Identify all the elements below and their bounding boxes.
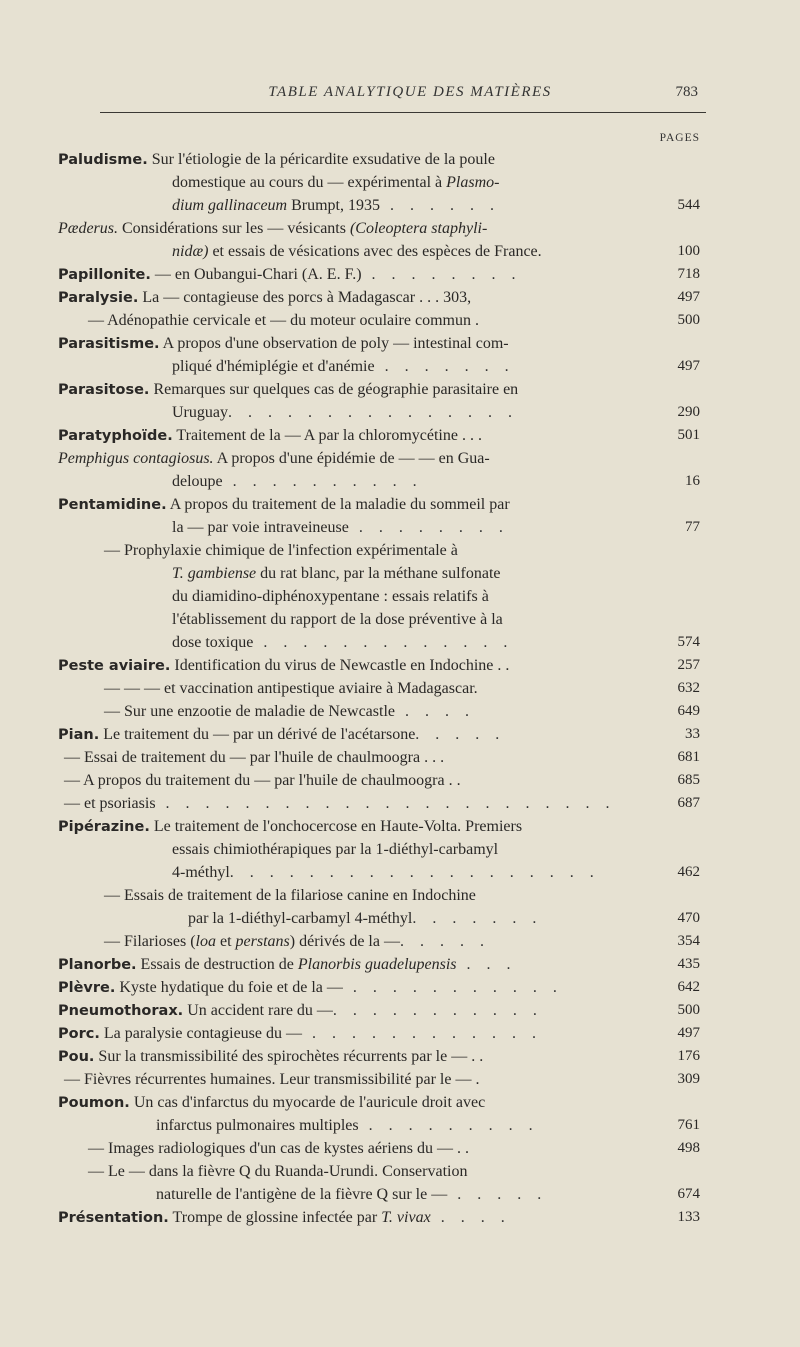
page-reference: 632 <box>677 680 700 696</box>
entry-italic: loa <box>195 933 216 950</box>
entry-italic: nidæ) <box>172 243 209 260</box>
index-line-text <box>104 677 478 700</box>
entry-text: l'établissement du rapport de la dose préventive à la <box>172 611 503 628</box>
index-entry <box>58 447 700 493</box>
index-line-text <box>172 585 489 608</box>
header-rule <box>100 112 706 113</box>
page-reference: 100 <box>677 243 700 259</box>
index-line-text <box>58 1091 485 1115</box>
entry-text: Le traitement du — par un dérivé de l'acétarsone <box>99 726 416 743</box>
entry-text: Un accident rare du — <box>183 1002 333 1019</box>
entry-text: Essais de destruction de <box>136 956 298 973</box>
entry-text: ) dérivés de la — <box>289 933 400 950</box>
index-line <box>58 930 700 953</box>
leader-dots: . . . . . <box>447 1186 548 1203</box>
index-entry <box>58 1206 700 1229</box>
entry-text: — Essai de traitement du — par l'huile de chaulmoogra . . . <box>64 749 445 766</box>
index-line <box>58 976 700 999</box>
entry-italic: Plasmo- <box>446 174 500 191</box>
entry-italic: perstans <box>235 933 290 950</box>
leader-dots: . . . . . . . . . . . . . . . <box>227 404 518 421</box>
entry-text: essais chimiothérapiques par la 1-diéthyl-carbamyl <box>172 841 499 858</box>
index-line <box>58 631 700 654</box>
index-line-text <box>58 148 495 172</box>
page-reference: 674 <box>677 1186 700 1202</box>
entry-text: du diamidino-diphénoxypentane : essais relatifs à <box>172 588 489 605</box>
index-line <box>58 815 700 838</box>
index-line-text <box>58 493 510 517</box>
entry-italic: T. gambiense <box>172 565 257 582</box>
index-line <box>58 171 700 194</box>
index-entry <box>58 263 700 286</box>
leader-dots: . . . . . . . . . . . . . . . . . . . . . . . <box>155 795 616 812</box>
index-line <box>58 723 700 746</box>
page-reference: 687 <box>677 795 700 811</box>
leader-dots: . . . <box>456 956 517 973</box>
entry-italic: Planorbis guadelupensis <box>297 956 457 973</box>
entry-text: par la 1-diéthyl-carbamyl 4-méthyl <box>188 910 413 927</box>
index-line <box>58 470 700 493</box>
entry-text: — Fièvres récurrentes humaines. Leur transmissibilité par le — . <box>64 1071 480 1088</box>
entry-text: du rat blanc, par la méthane sulfonate <box>256 565 501 582</box>
index-line <box>58 1114 700 1137</box>
entry-text: domestique au cours du — expérimental à <box>172 174 447 191</box>
page-reference: 649 <box>677 703 700 719</box>
leader-dots: . . . . . . . . . . . <box>332 1002 543 1019</box>
index-line-text <box>172 516 509 539</box>
leader-dots: . . . . . . . . . . . . . <box>253 634 514 651</box>
index-line-text <box>58 1206 511 1230</box>
entry-keyword: Pian. <box>58 727 100 743</box>
index-line <box>58 286 700 309</box>
index-line-text <box>58 723 505 747</box>
entry-keyword: Planorbe. <box>58 957 137 973</box>
leader-dots: . . . . <box>430 1209 511 1226</box>
entry-text: et essais de vésications avec des espèces de France. <box>208 243 542 260</box>
index-line <box>58 907 700 930</box>
entry-text: la — par voie intraveineuse <box>172 519 349 536</box>
index-line-text <box>172 171 499 194</box>
leader-dots: . . . . . <box>399 933 490 950</box>
index-line <box>58 424 700 447</box>
index-line <box>58 332 700 355</box>
index-line <box>58 1183 700 1206</box>
index-line <box>58 838 700 861</box>
index-line-text <box>172 861 600 884</box>
index-line-text <box>58 815 522 839</box>
entry-text: — Filarioses ( <box>104 933 196 950</box>
index-line-text <box>64 769 461 792</box>
index-entry <box>58 1045 700 1091</box>
index-line <box>58 654 700 677</box>
entry-text: Traitement de la — A par la chloromycétine . . . <box>172 427 482 444</box>
index-line <box>58 562 700 585</box>
entry-keyword: Papillonite. <box>58 267 151 283</box>
index-line <box>58 1206 700 1229</box>
entry-text: Sur la transmissibilité des spirochètes récurrents par le — . . <box>94 1048 484 1065</box>
index-line-text <box>64 1068 479 1091</box>
page-reference: 544 <box>677 197 700 213</box>
page-reference: 16 <box>685 473 700 489</box>
index-entry <box>58 148 700 217</box>
entry-text: — Essais de traitement de la filariose canine en Indochine <box>104 887 476 904</box>
index-line-text <box>172 401 518 424</box>
leader-dots: . . . . . . . . . . . <box>342 979 563 996</box>
leader-dots: . . . . . . . . . . <box>222 473 423 490</box>
pages-column-label: PAGES <box>659 132 700 144</box>
entry-text: — Le — dans la fièvre Q du Ruanda-Urundi. Conservation <box>88 1163 468 1180</box>
index-line <box>58 1068 700 1091</box>
index-line-text <box>58 953 517 977</box>
index-line-text <box>58 378 518 402</box>
index-line-text <box>104 930 490 953</box>
index-line <box>58 516 700 539</box>
entry-keyword: Paratyphoïde. <box>58 428 173 444</box>
index-line <box>58 585 700 608</box>
page-reference: 681 <box>677 749 700 765</box>
entry-text: A propos d'une épidémie de — — en Gua- <box>213 450 490 467</box>
entry-text: Uruguay <box>172 404 228 421</box>
index-line <box>58 309 700 332</box>
page-reference: 497 <box>677 1025 700 1041</box>
entry-text: A propos du traitement de la maladie du sommeil par <box>166 496 510 513</box>
index-line <box>58 378 700 401</box>
page-reference: 257 <box>677 657 700 673</box>
index-line-text <box>64 746 444 769</box>
page-reference: 501 <box>677 427 700 443</box>
index-line-text <box>88 1160 467 1183</box>
index-line-text <box>172 631 513 654</box>
page-reference: 462 <box>677 864 700 880</box>
index-entry <box>58 217 700 263</box>
index-line-text <box>172 470 423 493</box>
index-line-text <box>58 286 471 310</box>
leader-dots: . . . . . . . <box>374 358 515 375</box>
page-reference: 354 <box>677 933 700 949</box>
entry-keyword: Poumon. <box>58 1095 130 1111</box>
index-line-text <box>64 792 616 815</box>
entry-keyword: Paludisme. <box>58 152 148 168</box>
index-line-text <box>88 1137 469 1160</box>
index-line <box>58 1045 700 1068</box>
page-reference: 761 <box>677 1117 700 1133</box>
index-entry <box>58 723 700 815</box>
entry-text: Le traitement de l'onchocercose en Haute-Volta. Premiers <box>149 818 523 835</box>
index-line <box>58 1022 700 1045</box>
entry-text: naturelle de l'antigène de la fièvre Q sur le — <box>156 1186 448 1203</box>
index-line <box>58 194 700 217</box>
entry-keyword: Pneumothorax. <box>58 1003 184 1019</box>
page-reference: 685 <box>677 772 700 788</box>
index-line-text <box>172 562 500 585</box>
entry-text: La — contagieuse des porcs à Madagascar . . . 303, <box>138 289 472 306</box>
entry-italic: dium gallinaceum <box>172 197 288 214</box>
index-line <box>58 884 700 907</box>
index-line <box>58 677 700 700</box>
index-line-text <box>172 240 542 263</box>
entry-text: — Images radiologiques d'un cas de kystes aériens du — . . <box>88 1140 470 1157</box>
index-entry <box>58 493 700 654</box>
entry-text: — Prophylaxie chimique de l'infection expérimentale à <box>104 542 458 559</box>
index-entry <box>58 286 700 332</box>
index-line-text <box>156 1114 539 1137</box>
leader-dots: . . . . . . . . <box>348 519 509 536</box>
index-line-text <box>58 1045 483 1069</box>
entry-text: — A propos du traitement du — par l'huile de chaulmoogra . . <box>64 772 461 789</box>
entry-text: deloupe <box>172 473 223 490</box>
page-reference: 77 <box>685 519 700 535</box>
entry-italic: (Coleoptera staphyli- <box>349 220 488 237</box>
entry-text: Remarques sur quelques cas de géographie parasitaire en <box>149 381 519 398</box>
index-line-text <box>172 608 503 631</box>
leader-dots: . . . . . . . . <box>361 266 522 283</box>
entry-italic: T. vivax <box>381 1209 431 1226</box>
index-line-text <box>58 447 490 470</box>
page-reference: 435 <box>677 956 700 972</box>
entry-text: La paralysie contagieuse du — <box>99 1025 302 1042</box>
index-line-text <box>58 654 509 678</box>
entry-keyword: Peste aviaire. <box>58 658 171 674</box>
index-line <box>58 608 700 631</box>
index-line-text <box>58 1022 542 1046</box>
page-reference: 642 <box>677 979 700 995</box>
index-line <box>58 263 700 286</box>
index-entry <box>58 332 700 378</box>
index-line <box>58 769 700 792</box>
page-reference: 290 <box>677 404 700 420</box>
leader-dots: . . . . . . . <box>412 910 543 927</box>
entry-keyword-italic: Pæderus. <box>58 220 118 237</box>
leader-dots: . . . . . <box>415 726 506 743</box>
entry-text: A propos d'une observation de poly — intestinal com- <box>159 335 509 352</box>
index-entry <box>58 953 700 976</box>
index-entry <box>58 999 700 1022</box>
page-reference: 500 <box>677 312 700 328</box>
page-reference: 470 <box>677 910 700 926</box>
index-entry <box>58 1022 700 1045</box>
index-line <box>58 148 700 171</box>
index-entry <box>58 378 700 424</box>
index-line <box>58 447 700 470</box>
entry-keyword: Pentamidine. <box>58 497 167 513</box>
leader-dots: . . . . <box>395 703 475 720</box>
page-reference: 497 <box>677 289 700 305</box>
index-line <box>58 700 700 723</box>
entry-text: — — — et vaccination antipestique aviaire à Madagascar. <box>104 680 478 697</box>
entry-text: pliqué d'hémiplégie et d'anémie <box>172 358 375 375</box>
index-line <box>58 1091 700 1114</box>
index-line-text <box>58 332 509 356</box>
index-line-text <box>58 976 563 1000</box>
index-line-text <box>188 907 542 930</box>
index-line <box>58 1160 700 1183</box>
index-line <box>58 401 700 424</box>
entry-text: Kyste hydatique du foie et de la — <box>115 979 343 996</box>
index-line <box>58 861 700 884</box>
index-line <box>58 539 700 562</box>
page-reference: 500 <box>677 1002 700 1018</box>
index-line <box>58 792 700 815</box>
entry-keyword: Pipérazine. <box>58 819 150 835</box>
leader-dots: . . . . . . . . . <box>358 1117 539 1134</box>
entry-text: et <box>216 933 236 950</box>
index-entry <box>58 815 700 953</box>
index-line <box>58 355 700 378</box>
index-line-text <box>58 424 482 448</box>
index-line <box>58 746 700 769</box>
page-reference: 498 <box>677 1140 700 1156</box>
index-line <box>58 217 700 240</box>
index-entry <box>58 424 700 447</box>
entry-text: Identification du virus de Newcastle en Indochine . . <box>170 657 510 674</box>
index-line-text <box>104 539 458 562</box>
index-line-text <box>172 838 498 861</box>
index-line <box>58 999 700 1022</box>
entry-text: — et psoriasis <box>64 795 156 812</box>
index-entries <box>58 148 700 1229</box>
entry-text: infarctus pulmonaires multiples <box>156 1117 359 1134</box>
entry-text: dose toxique <box>172 634 254 651</box>
index-line <box>58 1137 700 1160</box>
entry-keyword: Porc. <box>58 1026 100 1042</box>
entry-keyword: Plèvre. <box>58 980 116 996</box>
entry-keyword: Présentation. <box>58 1210 169 1226</box>
page-reference: 574 <box>677 634 700 650</box>
page-reference: 176 <box>677 1048 700 1064</box>
entry-text: — Sur une enzootie de maladie de Newcastle <box>104 703 395 720</box>
index-line-text <box>58 999 543 1023</box>
index-entry <box>58 654 700 723</box>
leader-dots: . . . . . . . . . . . . . . . . . . . <box>229 864 600 881</box>
entry-text: Sur l'étiologie de la péricardite exsudative de la poule <box>147 151 495 168</box>
index-line <box>58 493 700 516</box>
entry-text: — Adénopathie cervicale et — du moteur oculaire commun . <box>88 312 479 329</box>
entry-keyword: Parasitose. <box>58 382 150 398</box>
page-reference: 309 <box>677 1071 700 1087</box>
index-line-text <box>156 1183 547 1206</box>
leader-dots: . . . . . . <box>379 197 500 214</box>
index-line-text <box>104 700 475 723</box>
index-line <box>58 240 700 263</box>
page-number: 783 <box>675 84 698 100</box>
index-line-text <box>58 263 522 287</box>
index-line <box>58 953 700 976</box>
entry-text: Considérations sur les — vésicants <box>118 220 350 237</box>
leader-dots: . . . . . . . . . . . . <box>302 1025 542 1042</box>
page-reference: 33 <box>685 726 700 742</box>
entry-keyword: Pou. <box>58 1049 95 1065</box>
entry-text: — en Oubangui-Chari (A. E. F.) <box>150 266 362 283</box>
entry-text: Brumpt, 1935 <box>287 197 380 214</box>
running-header-title: TABLE ANALYTIQUE DES MATIÈRES <box>268 84 552 100</box>
page-reference: 133 <box>677 1209 700 1225</box>
entry-keyword: Paralysie. <box>58 290 139 306</box>
entry-text: 4-méthyl <box>172 864 230 881</box>
index-entry <box>58 976 700 999</box>
index-line-text <box>88 309 479 332</box>
page-reference: 497 <box>677 358 700 374</box>
entry-text: Trompe de glossine infectée par <box>168 1209 382 1226</box>
entry-text: Un cas d'infarctus du myocarde de l'auricule droit avec <box>129 1094 486 1111</box>
index-entry <box>58 1091 700 1206</box>
index-line-text <box>104 884 476 907</box>
index-line-text <box>172 194 500 217</box>
index-line-text <box>172 355 515 378</box>
entry-keyword: Parasitisme. <box>58 336 160 352</box>
entry-keyword-italic: Pemphigus contagiosus. <box>58 450 214 467</box>
page-reference: 718 <box>677 266 700 282</box>
index-line-text <box>58 217 487 240</box>
